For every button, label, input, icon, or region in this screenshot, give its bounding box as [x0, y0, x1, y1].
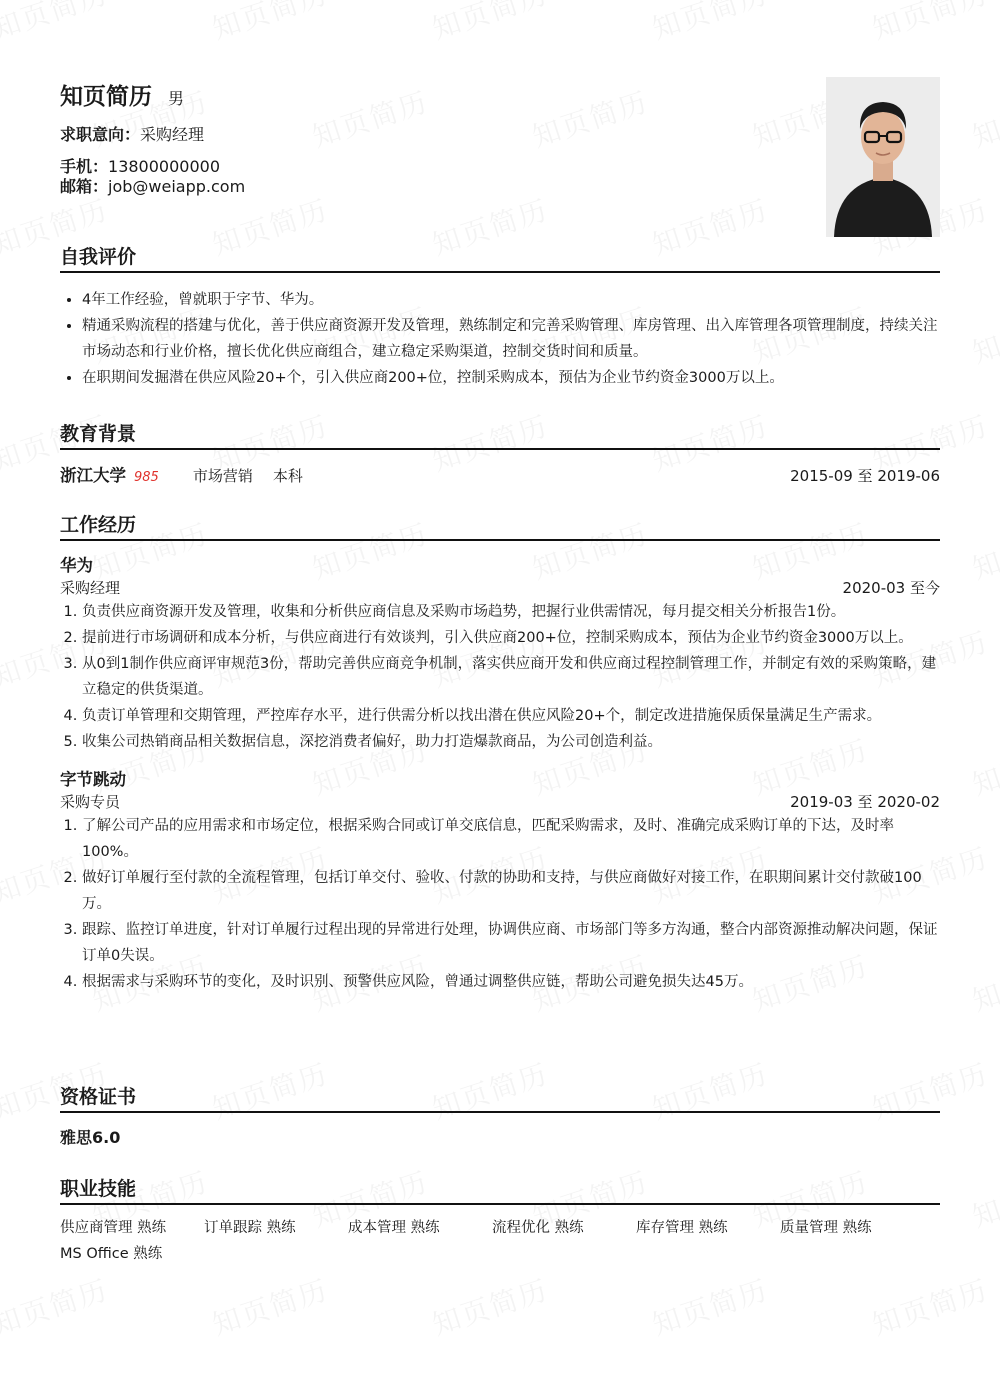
job-entry-huawei — [60, 555, 940, 755]
job-duty-item: 1. 负责供应商资源开发及管理，收集和分析供应商信息及采购市场趋势，把握行业供需情况，每月提交相关分析报告1份。 — [82, 599, 940, 625]
watermark-text — [867, 1268, 994, 1343]
job-duty-item: 4. 负责订单管理和交期管理，严控库存水平，进行供需分析以找出潜在供应风险20+个，制定改进措施保质保量满足生产需求。 — [82, 703, 940, 729]
watermark-text — [967, 1160, 1000, 1235]
phone-row — [60, 157, 245, 177]
watermark-text — [967, 296, 1000, 371]
watermark-text — [967, 944, 1000, 1019]
school-985-badge: 985 — [134, 470, 159, 485]
work-experience-title: 工作经历 — [60, 510, 940, 541]
candidate-gender: 男 — [168, 89, 185, 108]
job-duties-list — [60, 599, 940, 755]
skill-item: 流程优化 熟练 — [492, 1220, 584, 1236]
profile-photo — [826, 77, 940, 237]
skill-item: 供应商管理 熟练 — [60, 1220, 167, 1236]
profile-photo-image — [826, 77, 940, 237]
role-row — [60, 577, 940, 599]
resume-header — [60, 0, 940, 232]
watermark-text — [967, 512, 1000, 587]
contact-info — [60, 157, 245, 197]
job-duty-item: 4. 根据需求与采购环节的变化，及时识别、预警供应风险，曾通过调整供应链，帮助公司避免损失达45万。 — [82, 969, 940, 995]
work-experience-section — [60, 510, 940, 995]
candidate-name: 知页简历 — [60, 84, 152, 110]
phone-label: 手机： — [60, 157, 109, 176]
skill-item: 质量管理 熟练 — [780, 1220, 872, 1236]
email-row — [60, 177, 245, 197]
skill-item: 成本管理 熟练 — [348, 1220, 440, 1236]
self-evaluation-item: • 在职期间发掘潜在供应风险20+个，引入供应商200+位，控制采购成本，预估为企业节约资金3000万以上。 — [82, 365, 940, 391]
job-role: 采购专员 — [60, 793, 121, 811]
email-value: job@weiapp.com — [108, 177, 246, 196]
education-section — [60, 419, 940, 486]
certificate-item: 雅思6.0 — [60, 1128, 121, 1147]
name-line — [60, 78, 184, 111]
company-name: 华为 — [60, 556, 93, 575]
phone-value: 13800000000 — [108, 157, 220, 176]
watermark-text — [207, 1268, 334, 1343]
job-duty-item: 1. 了解公司产品的应用需求和市场定位，根据采购合同或订单交底信息，匹配采购需求，及时、准确完成采购订单的下达，及时率100%。 — [82, 813, 940, 865]
self-evaluation-item: • 4年工作经验，曾就职于字节、华为。 — [82, 287, 940, 313]
self-evaluation-title: 自我评价 — [60, 242, 940, 273]
company-name: 字节跳动 — [60, 770, 126, 789]
resume-page — [60, 0, 940, 1262]
school-name: 浙江大学 — [60, 466, 126, 485]
self-evaluation-item: • 精通采购流程的搭建与优化，善于供应商资源开发及管理，熟练制定和完善采购管理、库房管理、出入库管理各项管理制度，持续关注市场动态和行业价格，擅长优化供应商组合，建立稳定采购渠道，控制交货时间和质量。 — [82, 313, 940, 365]
skills-title: 职业技能 — [60, 1174, 940, 1205]
self-evaluation-list — [60, 287, 940, 391]
job-duty-item: 3. 跟踪、监控订单进度，针对订单履行过程出现的异常进行处理，协调供应商、市场部门等多方沟通，整合内部资源推动解决问题，保证订单0失误。 — [82, 917, 940, 969]
degree: 本科 — [272, 467, 303, 485]
job-date: 2020-03 至今 — [842, 579, 940, 597]
job-duty-item: 5. 收集公司热销商品相关数据信息，深挖消费者偏好，助力打造爆款商品，为公司创造利益。 — [82, 729, 940, 755]
certificates-section — [60, 1082, 940, 1148]
job-role: 采购经理 — [60, 579, 121, 597]
watermark-text — [967, 80, 1000, 155]
skill-item: 订单跟踪 熟练 — [204, 1220, 296, 1236]
job-entry-bytedance — [60, 769, 940, 995]
certificates-title: 资格证书 — [60, 1082, 940, 1113]
education-title: 教育背景 — [60, 419, 940, 450]
skill-item: MS Office 熟练 — [60, 1246, 163, 1262]
skills-list — [60, 1215, 940, 1267]
job-intent-value: 采购经理 — [140, 125, 205, 144]
job-intent-label: 求职意向： — [60, 125, 141, 144]
job-duty-item: 2. 做好订单履行至付款的全流程管理，包括订单交付、验收、付款的协助和支持，与供应商做好对接工作，在职期间累计交付款破100万。 — [82, 865, 940, 917]
role-row — [60, 791, 940, 813]
watermark-text — [647, 1268, 774, 1343]
self-evaluation-section — [60, 242, 940, 391]
job-duties-list — [60, 813, 940, 995]
email-label: 邮箱： — [60, 177, 109, 196]
watermark-text — [427, 1268, 554, 1343]
watermark-text — [0, 1268, 113, 1343]
job-duty-item: 2. 提前进行市场调研和成本分析，与供应商进行有效谈判，引入供应商200+位，控制采购成本，预估为企业节约资金3000万以上。 — [82, 625, 940, 651]
job-duty-item: 3. 从0到1制作供应商评审规范3份，帮助完善供应商竞争机制，落实供应商开发和供应商过程控制管理工作，并制定有效的采购策略，建立稳定的供货渠道。 — [82, 651, 940, 703]
job-intent — [60, 122, 204, 145]
job-date: 2019-03 至 2020-02 — [790, 793, 940, 811]
education-entry — [60, 462, 940, 486]
education-date: 2015-09 至 2019-06 — [790, 467, 940, 485]
skill-item: 库存管理 熟练 — [636, 1220, 728, 1236]
skills-section — [60, 1174, 940, 1267]
major: 市场营销 — [192, 467, 253, 485]
watermark-text — [967, 728, 1000, 803]
